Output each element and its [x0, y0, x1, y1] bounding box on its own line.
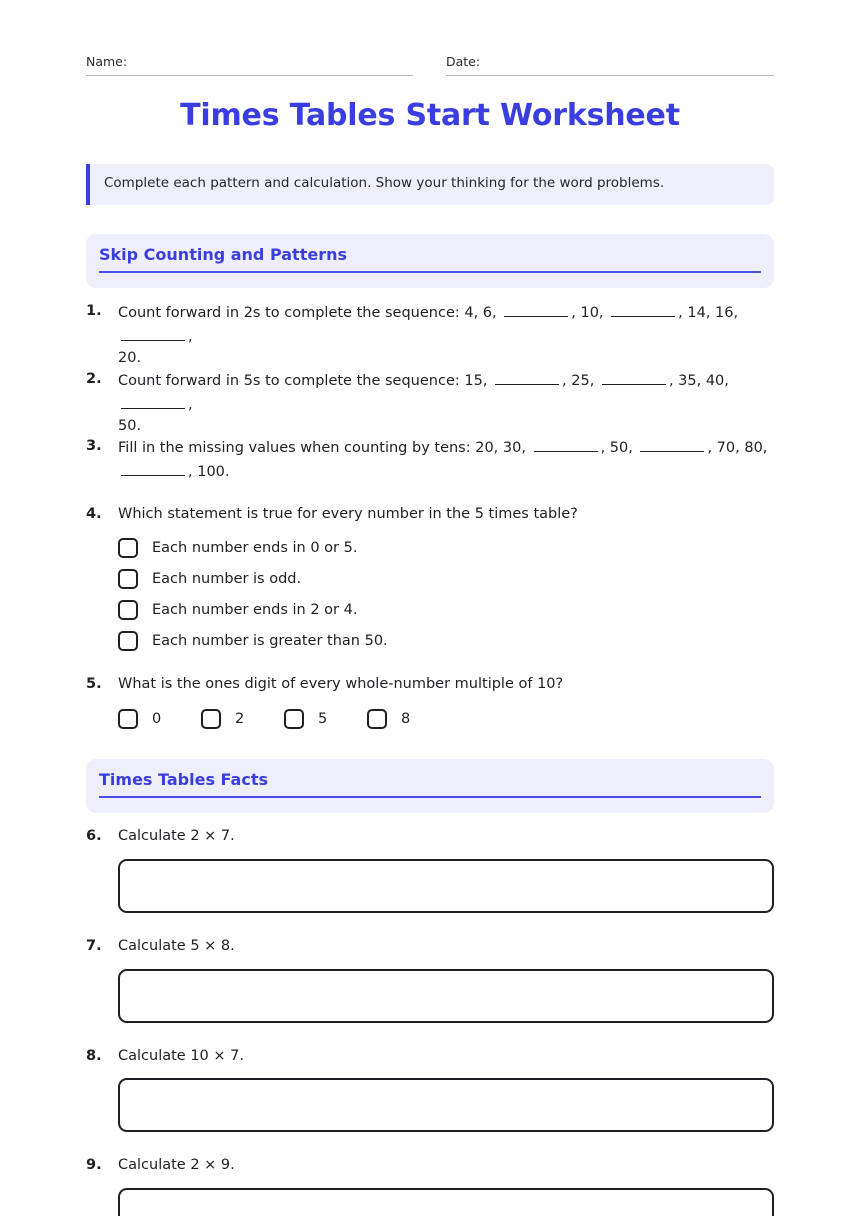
fill-blank[interactable] — [611, 301, 675, 317]
option-label: Each number ends in 2 or 4. — [152, 602, 358, 618]
question-text: , 50, — [600, 440, 633, 456]
option-label: 2 — [235, 711, 245, 727]
question-text: , 14, 16, — [678, 305, 739, 321]
answer-box[interactable] — [118, 859, 774, 913]
question-number: 3. — [86, 438, 102, 454]
question-text: , 10, — [571, 305, 604, 321]
section-header-skip-counting — [86, 234, 774, 288]
question-number: 8. — [86, 1048, 102, 1064]
question-text: Calculate 2 × 7. — [118, 828, 235, 844]
checkbox[interactable] — [118, 631, 138, 651]
checkbox[interactable] — [284, 709, 304, 729]
answer-box[interactable] — [118, 1078, 774, 1132]
question-text: , — [188, 328, 193, 345]
option-label: Each number is odd. — [152, 571, 302, 587]
question-text: Which statement is true for every number in the 5 times table? — [118, 506, 578, 522]
checkbox[interactable] — [118, 538, 138, 558]
question-text: What is the ones digit of every whole-number multiple of 10? — [118, 676, 564, 692]
question-text: Fill in the missing values when counting by tens: 20, 30, — [118, 440, 526, 456]
question-number: 5. — [86, 676, 102, 692]
section-header-times-tables — [86, 759, 774, 813]
option-label: Each number is greater than 50. — [152, 633, 388, 649]
question-number: 9. — [86, 1157, 102, 1173]
option-label: 0 — [152, 711, 162, 727]
fill-blank[interactable] — [495, 369, 559, 385]
question-number: 7. — [86, 938, 102, 954]
fill-blank[interactable] — [534, 436, 598, 452]
section-underline — [99, 796, 761, 798]
question-text: , — [188, 396, 193, 413]
fill-blank[interactable] — [602, 369, 666, 385]
checkbox[interactable] — [201, 709, 221, 729]
checkbox[interactable] — [118, 569, 138, 589]
instructions-box — [86, 164, 774, 205]
section-title: Skip Counting and Patterns — [99, 245, 347, 264]
option-label: Each number ends in 0 or 5. — [152, 540, 358, 556]
worksheet-title: Times Tables Start Worksheet — [180, 98, 680, 133]
question-text: Calculate 5 × 8. — [118, 938, 235, 954]
section-underline — [99, 271, 761, 273]
name-field[interactable] — [86, 54, 413, 76]
name-date-row — [86, 54, 774, 76]
question-number: 2. — [86, 371, 102, 387]
answer-box[interactable] — [118, 1188, 774, 1216]
instructions-text: Complete each pattern and calculation. Show your thinking for the word problems. — [104, 175, 665, 191]
option-label: 8 — [401, 711, 411, 727]
question-text: , 100. — [188, 463, 230, 480]
question-number: 4. — [86, 506, 102, 522]
section-title: Times Tables Facts — [99, 770, 268, 789]
fill-blank[interactable] — [121, 393, 185, 409]
question-text: , 25, — [562, 373, 595, 389]
question-text: Count forward in 5s to complete the sequence: 15, — [118, 373, 488, 389]
question-text: Calculate 10 × 7. — [118, 1048, 244, 1064]
fill-blank[interactable] — [640, 436, 704, 452]
fill-blank[interactable] — [121, 325, 185, 341]
question-text: Calculate 2 × 9. — [118, 1157, 235, 1173]
date-label: Date: — [446, 54, 481, 69]
question-text: 20. — [118, 350, 142, 366]
question-text: Count forward in 2s to complete the sequence: 4, 6, — [118, 305, 497, 321]
question-number: 6. — [86, 828, 102, 844]
checkbox[interactable] — [118, 600, 138, 620]
date-field[interactable] — [446, 54, 774, 76]
checkbox[interactable] — [118, 709, 138, 729]
question-number: 1. — [86, 303, 102, 319]
checkbox[interactable] — [367, 709, 387, 729]
name-label: Name: — [86, 54, 128, 69]
fill-blank[interactable] — [504, 301, 568, 317]
fill-blank[interactable] — [121, 460, 185, 476]
answer-box[interactable] — [118, 969, 774, 1023]
question-text: 50. — [118, 418, 142, 434]
question-text: , 35, 40, — [668, 373, 729, 389]
option-label: 5 — [318, 711, 328, 727]
question-text: , 70, 80, — [707, 440, 768, 456]
